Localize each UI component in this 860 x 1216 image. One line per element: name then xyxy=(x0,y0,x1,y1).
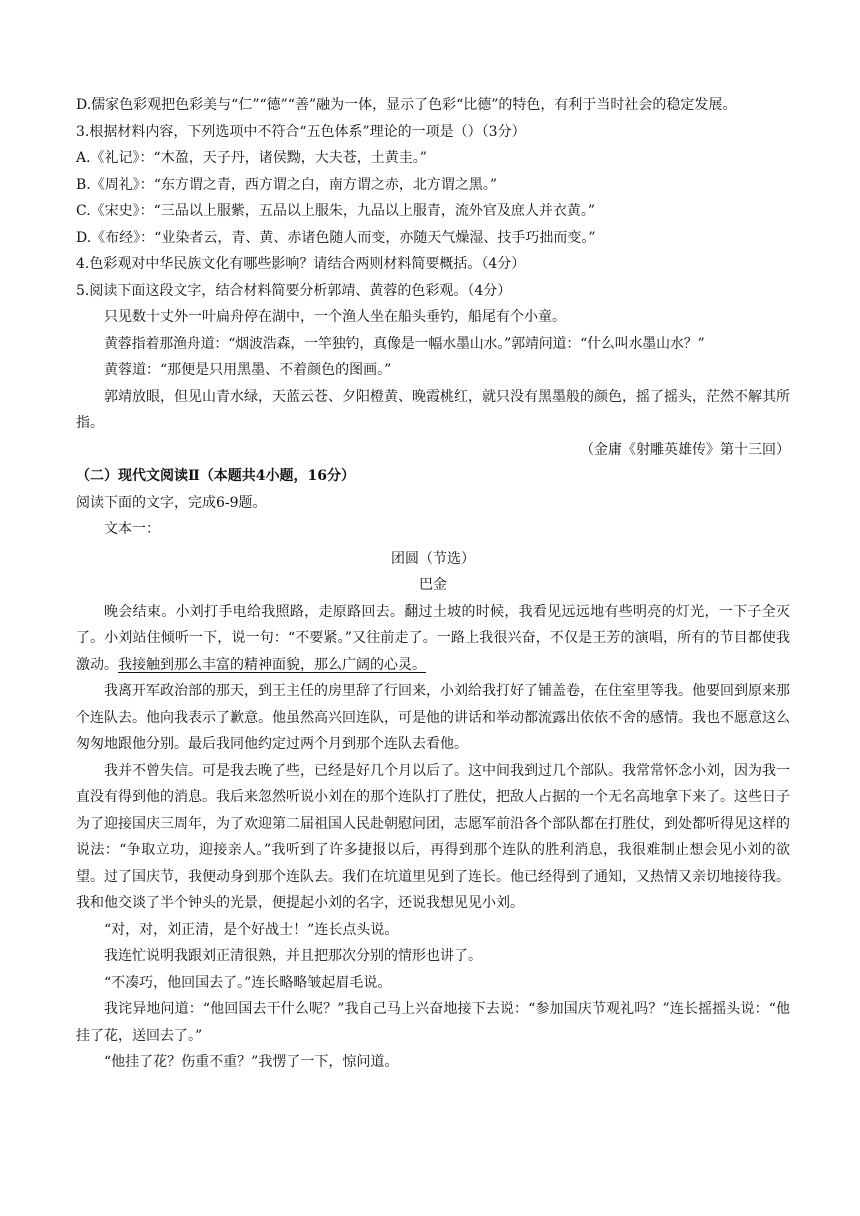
article-paragraph xyxy=(76,599,790,679)
document-page xyxy=(76,92,790,1076)
underlined-sentence: 我接触到那么丰富的精神面貌，那么广阔的心灵。 xyxy=(118,656,426,673)
question-5: 5.阅读下面这段文字，结合材料简要分析郭靖、黄蓉的色彩观。（4分） xyxy=(76,282,512,299)
article-title: 团圆（节选） xyxy=(391,550,475,567)
excerpt-paragraph: 黄蓉指着那渔舟道：“烟波浩森，一竿独钓，真像是一幅水墨山水。”郭靖问道：“什么叫水墨山水？” xyxy=(104,335,705,352)
question-3: 3.根据材料内容，下列选项中不符合“五色体系”理论的一项是（）（3分） xyxy=(76,123,526,140)
article-paragraph: 我离开军政治部的那天，到王主任的房里辞了行回来，小刘给我打好了铺盖卷，在住室里等我。他要回到原来那个连队去。他向我表示了歉意。他虽然高兴回连队，可是他的讲话和举动都流露出依依不舍的感情。我也不愿意这么匆匆地跟他分别。最后我同他约定过两个月到那个连队去看他。 xyxy=(76,683,790,752)
question-3-option-d: D.《布经》：“业染者云，青、黄、赤诸色随人而变，亦随天气燥湿、技手巧拙而变。” xyxy=(76,229,596,246)
article-paragraph: 我并不曾失信。可是我去晚了些，已经是好几个月以后了。这中间我到过几个部队。我常常怀念小刘，因为我一直没有得到他的消息。我后来忽然听说小刘在的那个连队打了胜仗，把敌人占据的一个无名高地拿下来了。这些日子为了迎接国庆三周年，为了欢迎第二届祖国人民赴朝慰问团，志愿军前沿各个部队都在打胜仗，到处都听得见这样的说法：“争取立功，迎接亲人。”我听到了许多捷报以后，再得到那个连队的胜利消息，我很难制止想会见小刘的欲望。过了国庆节，我便动身到那个连队去。我们在坑道里见到了连长。他已经得到了通知，又热情又亲切地接待我。我和他交谈了半个钟头的光景，便提起小刘的名字，还说我想见见小刘。 xyxy=(76,762,790,911)
reading-instruction: 阅读下面的文字，完成6-9题。 xyxy=(76,494,267,511)
question-4: 4.色彩观对中华民族文化有哪些影响？请结合两则材料简要概括。（4分） xyxy=(76,256,526,272)
article-author: 巴金 xyxy=(419,577,447,593)
text-label: 文本一： xyxy=(104,521,160,537)
excerpt-paragraph: 只见数十丈外一叶扁舟停在湖中，一个渔人坐在船头垂钓，船尾有个小童。 xyxy=(104,309,566,325)
article-paragraph: “对，对，刘正清，是个好战士！”连长点头说。 xyxy=(104,921,399,938)
question-3-option-b: B.《周礼》：“东方谓之青，西方谓之白，南方谓之赤，北方谓之黑。” xyxy=(76,176,498,193)
question-3-option-a: A.《礼记》：“木盈，天子丹，诸侯黝，大夫苍，土黄圭。” xyxy=(76,150,427,166)
section-heading: （二）现代文阅读Ⅱ（本题共4小题，16分） xyxy=(76,468,356,484)
option-d: D.儒家色彩观把色彩美与“仁”“德”“善”融为一体，显示了色彩“比德”的特色，有利于当时社会的稳定发展。 xyxy=(76,97,737,113)
article-paragraph: 我连忙说明我跟刘正清很熟，并且把那次分别的情形也讲了。 xyxy=(104,948,482,964)
question-3-option-c: C.《宋史》：“三品以上服紫，五品以上服朱，九品以上服青，流外官及庶人并衣黄。” xyxy=(76,203,595,219)
article-paragraph: “他挂了花？伤重不重？”我愣了一下，惊问道。 xyxy=(104,1054,399,1070)
excerpt-paragraph: 郭靖放眼，但见山青水绿，天蓝云苍、夕阳橙黄、晚霞桃红，就只没有黑墨般的颜色，摇了摇头，茫然不解其所指。 xyxy=(76,388,790,431)
article-paragraph: 我诧异地问道：“他回国去干什么呢？”我自己马上兴奋地接下去说：“参加国庆节观礼吗？”连长摇摇头说：“他挂了花，送回去了。” xyxy=(76,1001,790,1044)
paragraph-text: 晚会结束。小刘打手电给我照路，走原路回去。翻过土坡的时候，我看见远远地有些明亮的灯光，一下子全灭了。小刘站住倾听一下，说一句：“不要紧。”又往前走了。一路上我很兴奋，不仅是王芳的演唱，所有的节目都使我激动。 xyxy=(76,603,790,673)
excerpt-source: （金庸《射雕英雄传》第十三回） xyxy=(580,441,790,458)
excerpt-paragraph: 黄蓉道：“那便是只用黑墨、不着颜色的图画。” xyxy=(104,362,392,378)
article-paragraph: “不凑巧，他回国去了。”连长略略皱起眉毛说。 xyxy=(104,974,392,991)
